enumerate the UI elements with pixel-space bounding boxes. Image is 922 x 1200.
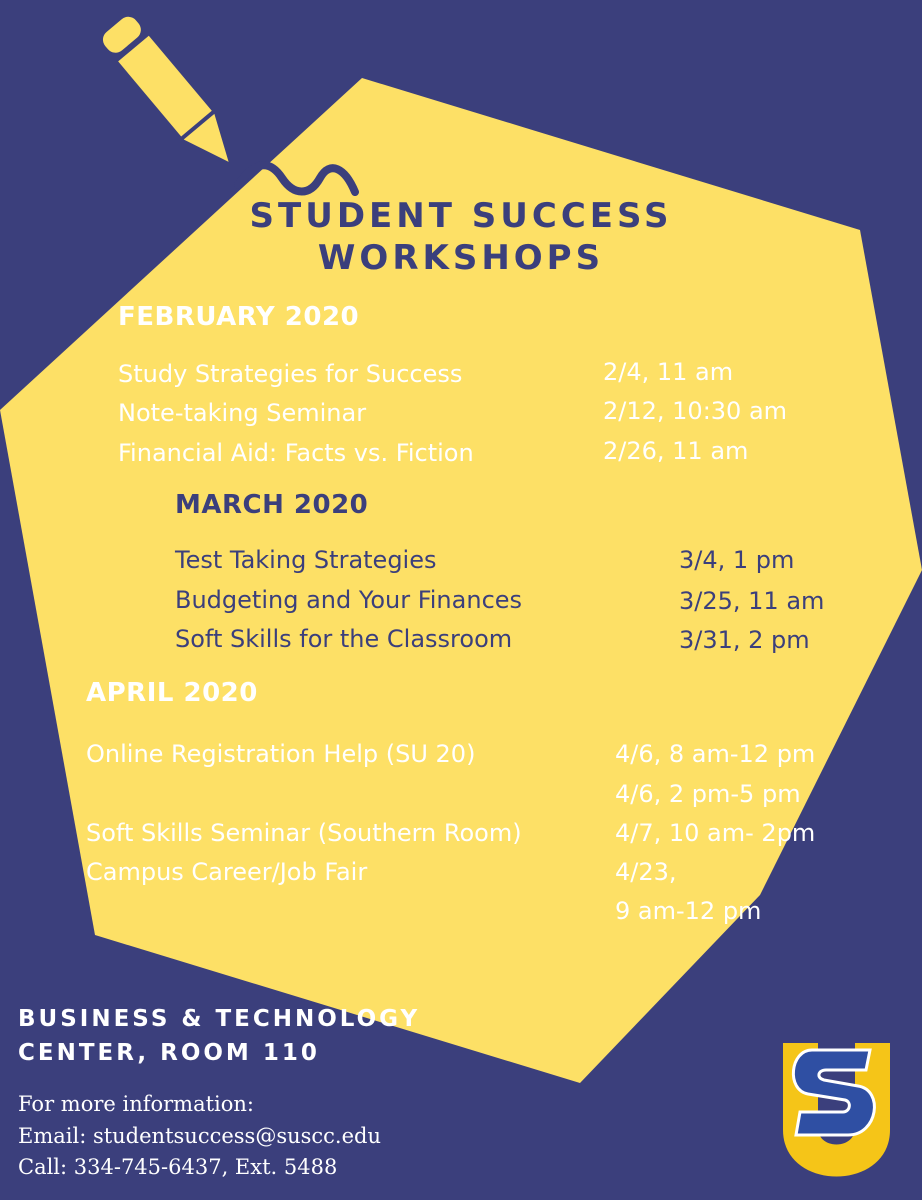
apr-event-3-date: 4/23, bbox=[615, 858, 677, 886]
feb-event-3-date: 2/26, 11 am bbox=[603, 437, 749, 465]
venue-line-1: BUSINESS & TECHNOLOGY bbox=[18, 1006, 421, 1032]
title-line-2: WORKSHOPS bbox=[317, 238, 605, 278]
apr-event-2-date: 4/7, 10 am- 2pm bbox=[615, 819, 816, 847]
march-heading: MARCH 2020 bbox=[175, 490, 369, 520]
feb-event-3-name: Financial Aid: Facts vs. Fiction bbox=[118, 439, 474, 467]
mar-event-1-name: Test Taking Strategies bbox=[175, 546, 437, 574]
apr-event-1-name: Online Registration Help (SU 20) bbox=[86, 740, 476, 768]
feb-event-2-name: Note-taking Seminar bbox=[118, 399, 367, 427]
pencil-icon bbox=[99, 13, 244, 175]
apr-event-3-name: Campus Career/Job Fair bbox=[86, 858, 368, 886]
contact-phone: Call: 334-745-6437, Ext. 5488 bbox=[18, 1155, 338, 1179]
apr-event-2-name: Soft Skills Seminar (Southern Room) bbox=[86, 819, 522, 847]
apr-event-1-date-2: 4/6, 2 pm-5 pm bbox=[615, 780, 801, 808]
mar-event-3-name: Soft Skills for the Classroom bbox=[175, 625, 513, 653]
school-logo bbox=[783, 1043, 890, 1177]
apr-event-3-date-2: 9 am-12 pm bbox=[615, 897, 762, 925]
apr-event-1-date: 4/6, 8 am-12 pm bbox=[615, 740, 816, 768]
venue-line-2: CENTER, ROOM 110 bbox=[18, 1040, 320, 1066]
february-heading: FEBRUARY 2020 bbox=[118, 302, 360, 332]
contact-email: Email: studentsuccess@suscc.edu bbox=[18, 1124, 381, 1148]
contact-intro: For more information: bbox=[18, 1092, 255, 1116]
mar-event-3-date: 3/31, 2 pm bbox=[679, 626, 810, 654]
mar-event-1-date: 3/4, 1 pm bbox=[679, 546, 795, 574]
title-line-1: STUDENT SUCCESS bbox=[249, 196, 673, 236]
feb-event-2-date: 2/12, 10:30 am bbox=[603, 397, 788, 425]
april-heading: APRIL 2020 bbox=[86, 678, 258, 708]
mar-event-2-name: Budgeting and Your Finances bbox=[175, 586, 523, 614]
feb-event-1-date: 2/4, 11 am bbox=[603, 358, 734, 386]
mar-event-2-date: 3/25, 11 am bbox=[679, 587, 825, 615]
feb-event-1-name: Study Strategies for Success bbox=[118, 360, 463, 388]
